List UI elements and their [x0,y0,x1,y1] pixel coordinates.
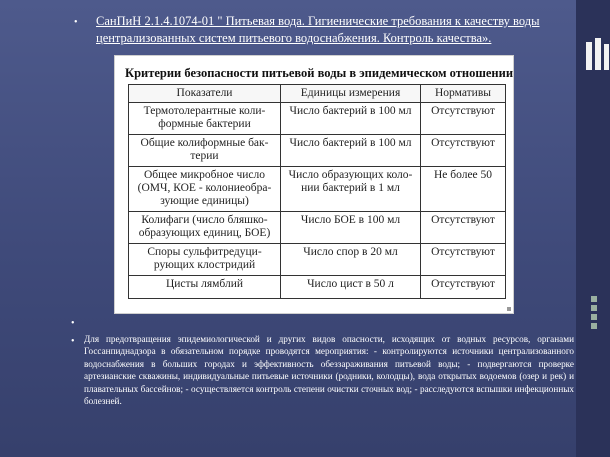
header-indicator: Показатели [129,85,281,103]
table-row [129,212,506,244]
header-norm: Нормативы [421,85,506,103]
cell-indicator: Общие колиформные бак-терии [129,135,281,167]
cell-indicator: Термотолерантные коли-формные бактерии [129,103,281,135]
table-row [129,244,506,276]
cell-indicator: Колифаги (число бляшко-образующих единиц, БОЕ) [129,212,281,244]
decor-square [591,314,597,320]
bullet-icon: • [71,318,75,329]
criteria-table [128,84,506,299]
decor-square [591,296,597,302]
decor-bar [604,44,609,70]
cell-norm: Отсутствуют [421,135,506,167]
cell-norm: Отсутствуют [421,244,506,276]
table-row [129,167,506,212]
right-decoration [576,0,610,457]
cell-unit: Число спор в 20 мл [281,244,421,276]
cell-unit: Число образующих коло-нии бактерий в 1 мл [281,167,421,212]
decor-bar [586,42,592,70]
cell-norm: Отсутствуют [421,276,506,299]
table-row [129,135,506,167]
table-image [114,55,514,314]
cell-norm: Отсутствуют [421,212,506,244]
cell-unit: Число бактерий в 100 мл [281,103,421,135]
cell-indicator: Споры сульфитредуци-рующих клостридий [129,244,281,276]
bullet-icon: • [74,17,78,28]
table-caption: Критерии безопасности питьевой воды в эпидемическом отношении [125,66,514,80]
cell-indicator: Цисты лямблий [129,276,281,299]
decor-bar [595,38,601,70]
cell-norm: Не более 50 [421,167,506,212]
decor-square [591,323,597,329]
table-header-row [129,85,506,103]
cell-indicator: Общее микробное число (ОМЧ, КОЕ - колониеобра-зующие единицы) [129,167,281,212]
table-row [129,103,506,135]
image-resize-handle[interactable] [507,307,511,311]
cell-unit: Число бактерий в 100 мл [281,135,421,167]
body-paragraph: Для предотвращения эпидемиологической и других видов опасности, исходящих от водных ресурсов, органами Госсанпиднадзора в обязательном порядке проводятся мероприятия: - контролируются источники централизованного водоснабжения в больших городах и эффективность обеззараживания питьевой воды; - подвергаются проверке артезианские скважины, индивидуальные питьевые источники (родники, колодцы), вода открытых водоемов (озер и рек) и плавательных бассейнов; - осуществляется контроль степени очистки сточных вод; - расследуются вспышки инфекционных болезней. [84,334,574,407]
cell-norm: Отсутствуют [421,103,506,135]
decor-square [591,305,597,311]
cell-unit: Число БОЕ в 100 мл [281,212,421,244]
table-row [129,276,506,299]
slide-title: СанПиН 2.1.4.1074-01 " Питьевая вода. Гигиенические требования к качеству воды централизованных систем питьевого водоснабжения. Контроль качества». [96,14,540,45]
cell-unit: Число цист в 50 л [281,276,421,299]
bullet-icon: • [71,336,75,347]
header-unit: Единицы измерения [281,85,421,103]
